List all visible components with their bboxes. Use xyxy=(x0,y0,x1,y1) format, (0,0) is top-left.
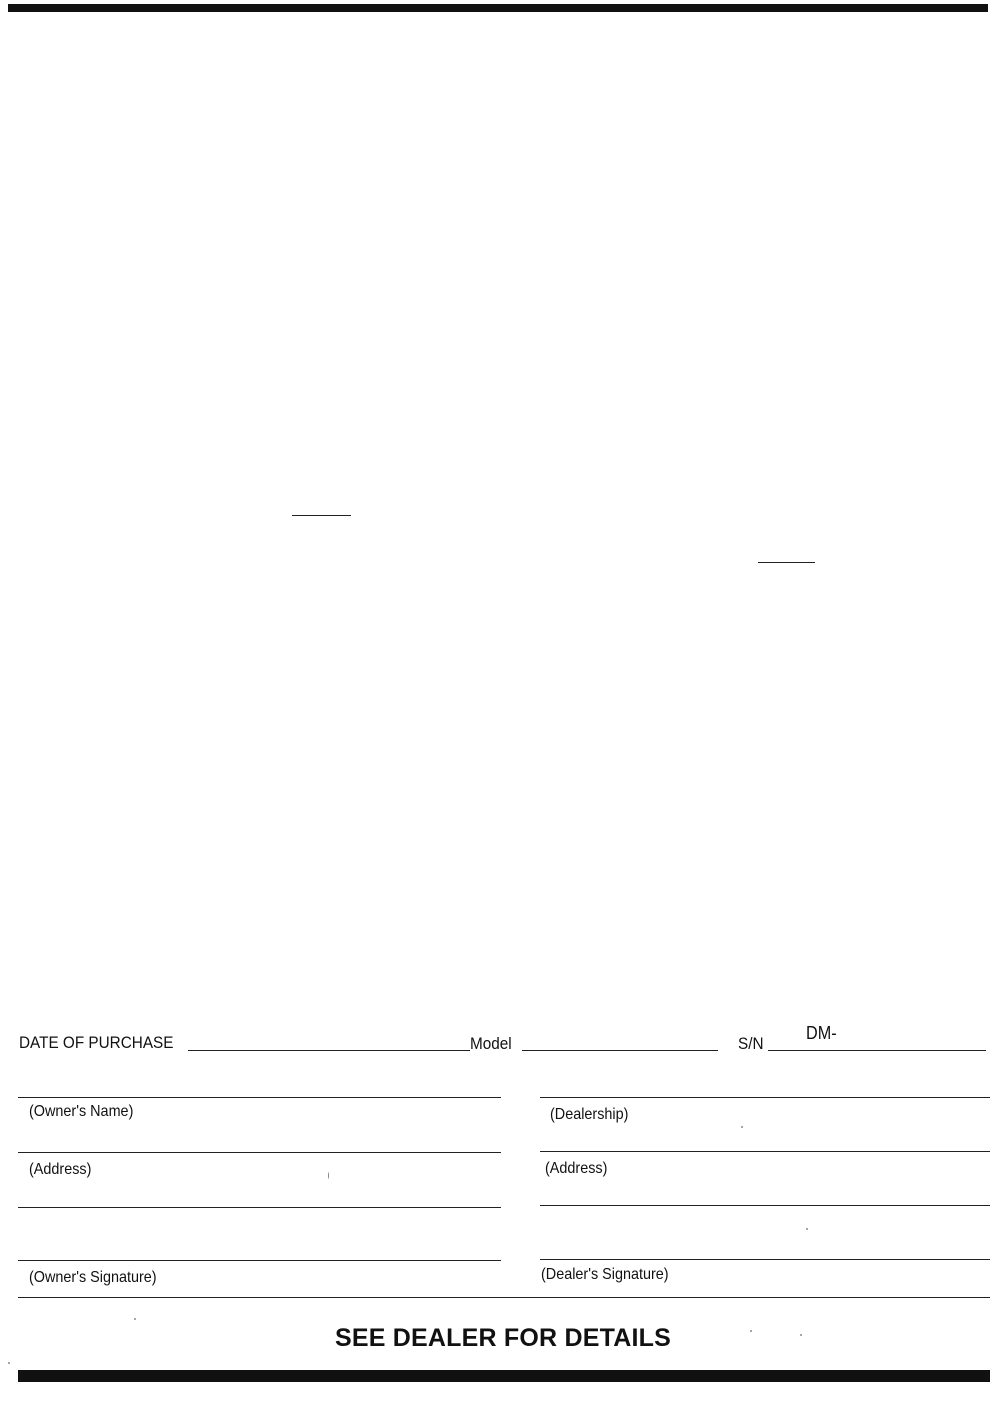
dealer-address-label: (Address) xyxy=(545,1160,608,1177)
owner-address-line-2[interactable] xyxy=(18,1207,501,1208)
form-bottom-rule xyxy=(18,1297,990,1298)
scan-speck xyxy=(806,1228,808,1230)
dealer-address-field[interactable] xyxy=(540,1151,990,1152)
owner-signature-label: (Owner's Signature) xyxy=(29,1269,157,1286)
owner-name-label: (Owner's Name) xyxy=(29,1103,134,1120)
owner-name-field[interactable] xyxy=(18,1097,501,1098)
model-label: Model xyxy=(470,1034,512,1053)
serial-number-value: DM- xyxy=(806,1023,837,1043)
scan-speck xyxy=(741,1126,743,1128)
see-dealer-footer: SEE DEALER FOR DETAILS xyxy=(335,1324,671,1352)
stray-line xyxy=(292,515,351,516)
owner-address-label: (Address) xyxy=(29,1161,92,1178)
model-field[interactable] xyxy=(522,1050,718,1051)
dealer-signature-label: (Dealer's Signature) xyxy=(541,1266,669,1283)
scan-speck xyxy=(328,1172,329,1179)
scan-speck xyxy=(8,1362,10,1364)
owner-address-field[interactable] xyxy=(18,1152,501,1153)
serial-number-label: S/N xyxy=(738,1034,764,1053)
scan-speck xyxy=(134,1318,136,1320)
dealer-address-line-2[interactable] xyxy=(540,1205,990,1206)
dealer-signature-field[interactable] xyxy=(540,1259,990,1260)
date-of-purchase-label: DATE OF PURCHASE xyxy=(19,1033,174,1052)
dealership-label: (Dealership) xyxy=(550,1106,629,1123)
top-border-bar xyxy=(8,4,988,12)
scan-speck xyxy=(800,1334,802,1336)
owner-signature-field[interactable] xyxy=(18,1260,501,1261)
date-of-purchase-field[interactable] xyxy=(188,1050,470,1051)
stray-line xyxy=(758,562,815,563)
serial-number-field[interactable] xyxy=(768,1050,986,1051)
dealership-field[interactable] xyxy=(540,1097,990,1098)
scan-speck xyxy=(750,1330,752,1332)
bottom-border-bar xyxy=(18,1370,990,1382)
